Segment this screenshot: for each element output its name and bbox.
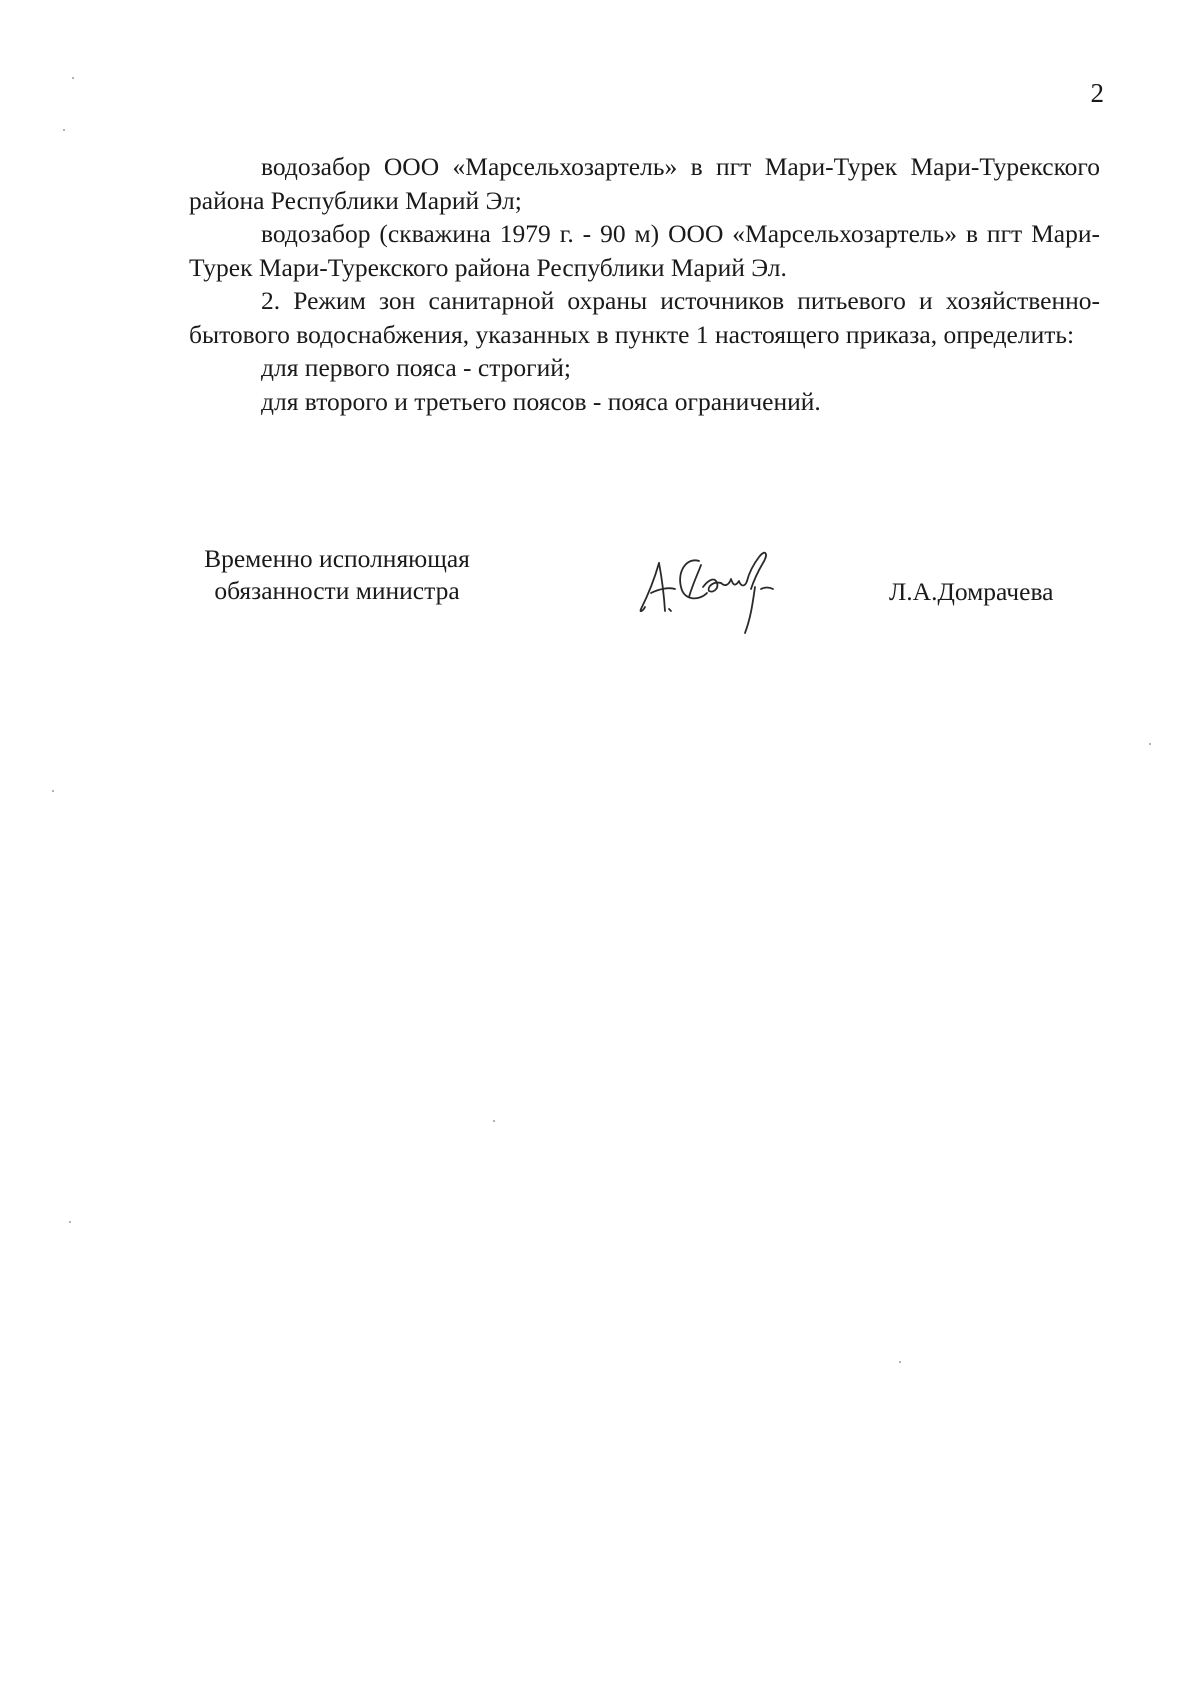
- scan-speck: [1149, 743, 1151, 745]
- scan-speck: [69, 1221, 71, 1223]
- handwritten-signature: [629, 535, 809, 645]
- document-body: [189, 150, 1100, 418]
- scan-speck: [899, 1361, 901, 1363]
- paragraph-water-intake-2: водозабор (скважина 1979 г. - 90 м) ООО «Марсельхозартель» в пгт Мари-Турек Мари-Турекского района Республики Марий Эл.: [189, 219, 1100, 282]
- signatory-position: [189, 543, 485, 607]
- paragraph-water-intake-1: водозабор ООО «Марсельхозартель» в пгт Мари-Турек Мари-Турекского района Республики Марий Эл;: [189, 152, 1100, 215]
- scan-speck: [52, 790, 54, 792]
- paragraph-item-2-regime: 2. Режим зон санитарной охраны источников питьевого и хозяйственно-бытового водоснабжения, указанных в пункте 1 настоящего приказа, определить:: [189, 286, 1100, 349]
- paragraph-second-third-belts: для второго и третьего поясов - пояса ограничений.: [261, 386, 821, 416]
- signatory-position-line-1: Временно исполняющая: [204, 544, 470, 573]
- signatory-position-line-2: обязанности министра: [214, 576, 460, 605]
- signatory-name: Л.А.Домрачева: [889, 577, 1054, 606]
- scan-speck: [72, 77, 74, 79]
- scan-speck: [63, 129, 65, 131]
- paragraph-first-belt: для первого пояса - строгий;: [261, 353, 572, 382]
- page-number: 2: [1090, 78, 1104, 108]
- scan-speck: [493, 1120, 495, 1122]
- signature-block: [189, 543, 1100, 633]
